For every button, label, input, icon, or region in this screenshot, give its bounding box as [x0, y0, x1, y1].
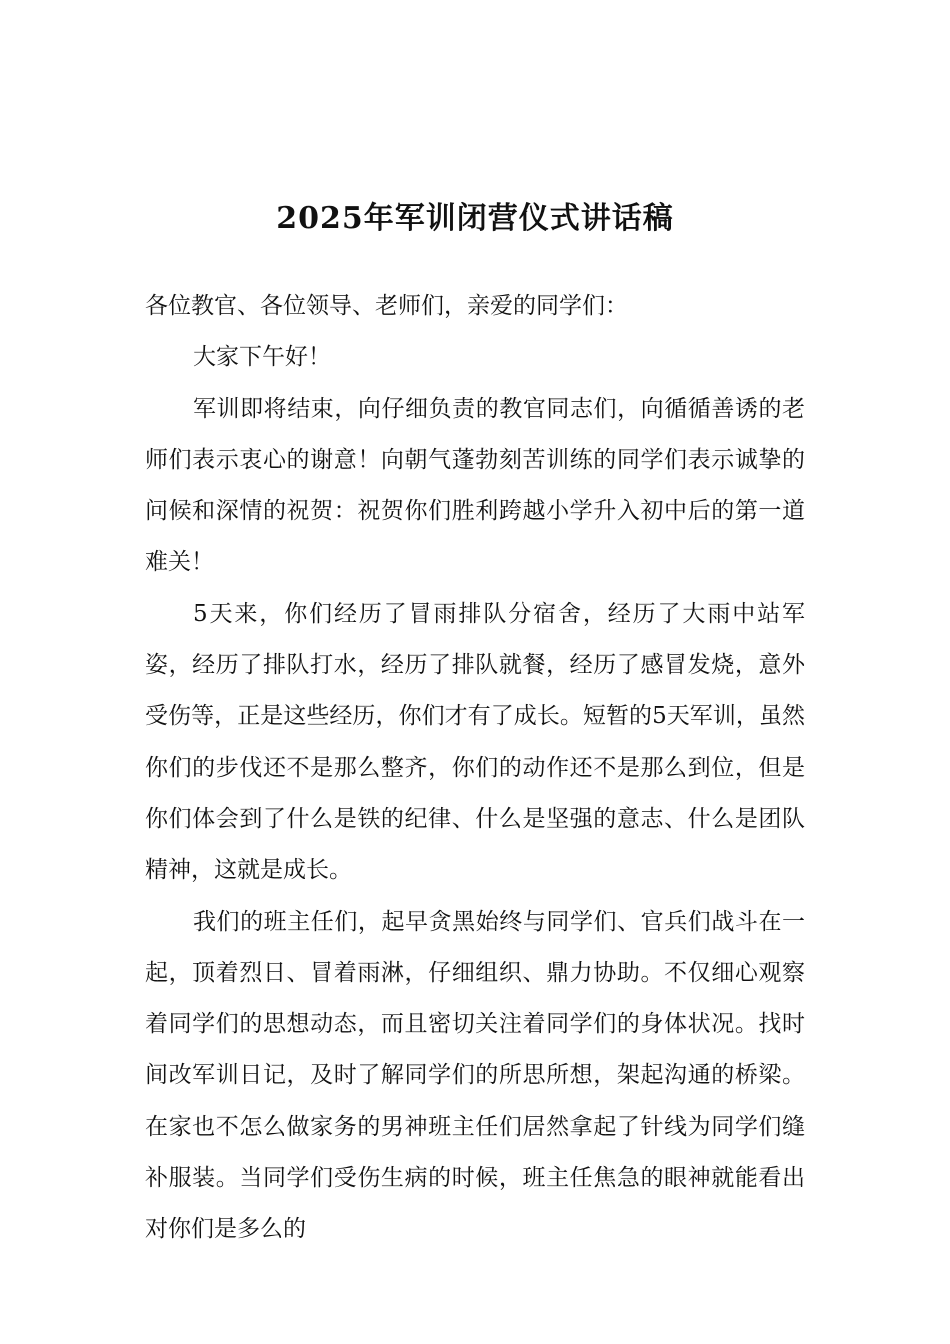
document-body [145, 281, 805, 1256]
paragraph-teachers: 我们的班主任们，起早贪黑始终与同学们、官兵们战斗在一起，顶着烈日、冒着雨淋，仔细组织、鼎力协助。不仅细心观察着同学们的思想动态，而且密切关注着同学们的身体状况。找时间改军训日记，及时了解同学们的所思所想，架起沟通的桥梁。在家也不怎么做家务的男神班主任们居然拿起了针线为同学们缝补服装。当同学们受伤生病的时候，班主任焦急的眼神就能看出对你们是多么的 [145, 908, 805, 1243]
paragraph-experience: 5天来，你们经历了冒雨排队分宿舍，经历了大雨中站军姿，经历了排队打水，经历了排队就餐，经历了感冒发烧，意外受伤等，正是这些经历，你们才有了成长。短暂的5天军训，虽然你们的步伐还不是那么整齐，你们的动作还不是那么到位，但是你们体会到了什么是铁的纪律、什么是坚强的意志、什么是团队精神，这就是成长。 [145, 600, 805, 884]
salutation: 各位教官、各位领导、老师们，亲爱的同学们： [145, 293, 628, 319]
paragraph-thanks: 军训即将结束，向仔细负责的教官同志们，向循循善诱的老师们表示衷心的谢意！向朝气蓬勃刻苦训练的同学们表示诚挚的问候和深情的祝贺：祝贺你们胜利跨越小学升入初中后的第一道难关！ [145, 395, 805, 576]
paragraph-greeting: 大家下午好！ [193, 344, 331, 371]
document-title: 2025年军训闭营仪式讲话稿 [276, 201, 674, 237]
